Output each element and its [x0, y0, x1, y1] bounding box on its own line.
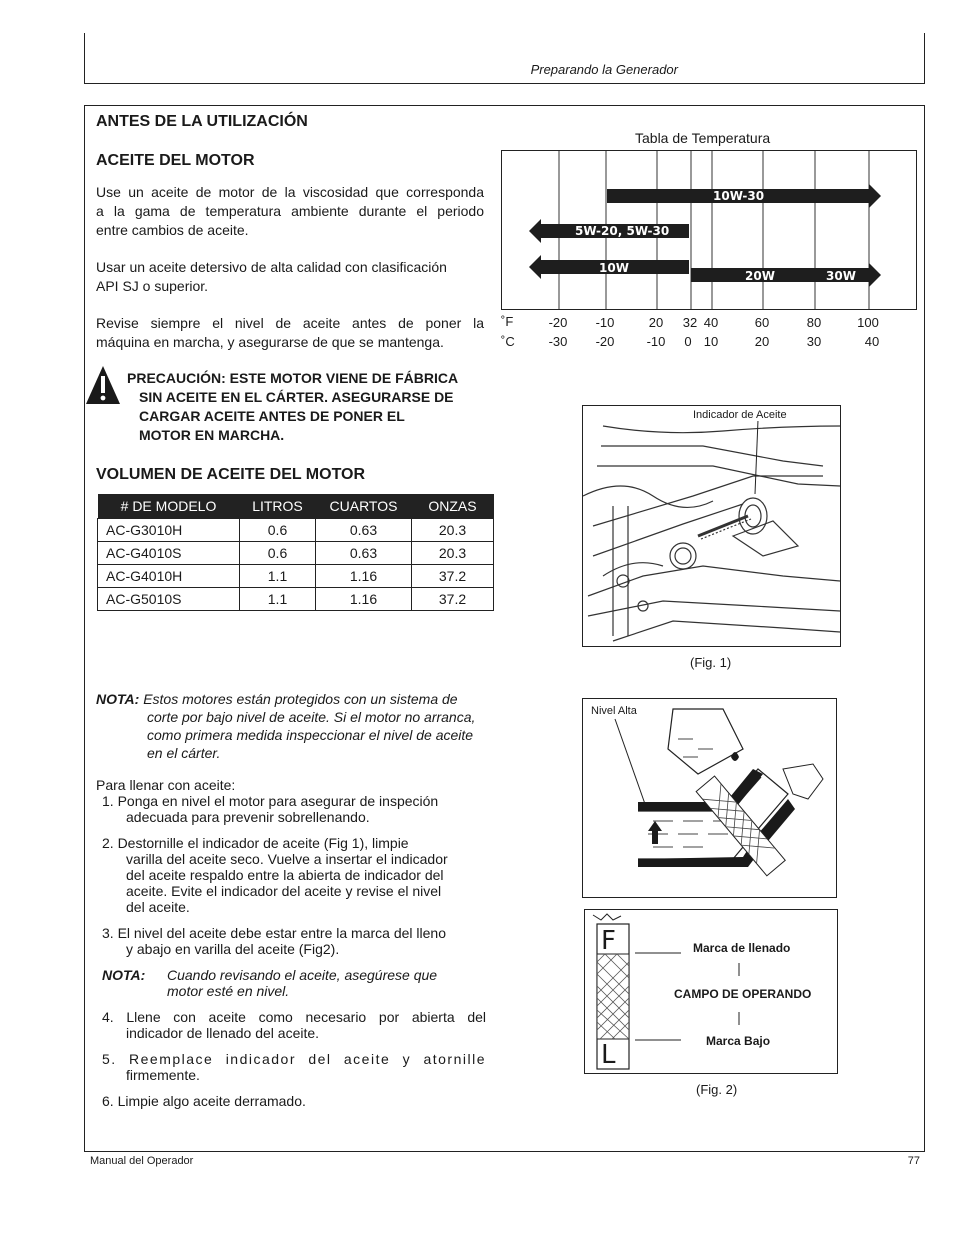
fig2-caption: (Fig. 2)	[696, 1082, 738, 1097]
table-cell: 1.16	[316, 588, 412, 611]
nota2-line: motor esté en nivel.	[167, 983, 290, 999]
c-tick-label: 30	[806, 334, 822, 349]
text-line: máquina en marcha, y asegurarse de que se mantenga.	[96, 334, 444, 350]
heading-antes: ANTES DE LA UTILIZACIÓN	[96, 113, 308, 130]
column-header: ONZAS	[412, 494, 494, 519]
series-label: 10W-30	[713, 189, 765, 203]
table-cell: 0.63	[316, 519, 412, 542]
f-tick-label: 80	[806, 315, 822, 330]
fig2-oil-fill	[582, 698, 837, 898]
step-line: y abajo en varilla del aceite (Fig2).	[126, 941, 340, 957]
step-line: 2. Destornille el indicador de aceite (Fig 1), limpie	[102, 835, 409, 851]
step-line: firmemente.	[126, 1067, 200, 1083]
table-row	[98, 542, 494, 565]
fill-intro: Para llenar con aceite:	[96, 777, 236, 793]
table-header-row	[98, 494, 494, 519]
para-revise	[96, 314, 484, 352]
table-cell: AC-G4010S	[98, 542, 240, 565]
table-cell: 0.63	[316, 542, 412, 565]
volume-table	[97, 494, 494, 611]
table-cell: AC-G5010S	[98, 588, 240, 611]
temperature-chart	[501, 150, 917, 310]
page-number: 77	[907, 1155, 920, 1167]
table-cell: 20.3	[412, 519, 494, 542]
header-rule-right	[924, 33, 925, 83]
table-cell: AC-G4010H	[98, 565, 240, 588]
para-api	[96, 258, 484, 296]
nota-line: corte por bajo nivel de aceite. Si el motor no arranca,	[147, 709, 476, 725]
text-line: entre cambios de aceite.	[96, 222, 249, 238]
table-row	[98, 588, 494, 611]
page-header-title: Preparando la Generador	[530, 62, 678, 77]
step-line: varilla del aceite seco. Vuelve a insertar el indicador	[126, 851, 448, 867]
nivel-alta-label: Nivel Alta	[591, 705, 637, 717]
c-tick-label: -10	[646, 334, 666, 349]
oil-fill-illustration	[583, 699, 836, 897]
table-row	[98, 565, 494, 588]
nota-block	[96, 690, 496, 762]
low-mark-letter: L	[601, 1040, 616, 1070]
nota-line: como primera medida inspeccionar el nivel de aceite	[147, 727, 474, 743]
nota-label: NOTA:	[96, 691, 140, 707]
fig1-label: Indicador de Aceite	[693, 409, 787, 421]
c-tick-label: 10	[703, 334, 719, 349]
step-line: 5. Reemplace indicador del aceite y atornille	[102, 1051, 486, 1067]
chart-title: Tabla de Temperatura	[635, 130, 771, 146]
f-tick-label: 40	[703, 315, 719, 330]
step-line: 4. Llene con aceite como necesario por abierta del	[102, 1009, 486, 1025]
step-line: 1. Ponga en nivel el motor para asegurar de inspeción	[102, 793, 439, 809]
f-tick-label: 20	[648, 315, 664, 330]
nota2-label: NOTA:	[102, 967, 146, 983]
c-tick-label: 40	[864, 334, 880, 349]
table-row	[98, 519, 494, 542]
f-tick-label: -20	[548, 315, 568, 330]
f-tick-label: 32	[682, 315, 698, 330]
step-line: del aceite.	[126, 899, 190, 915]
warning-line: CARGAR ACEITE ANTES DE PONER EL	[139, 408, 405, 424]
text-line: a la gama de temperatura ambiente durante el periodo	[96, 203, 484, 219]
warning-icon	[84, 364, 122, 406]
table-cell: 20.3	[412, 542, 494, 565]
unit-c: ˚C	[501, 334, 515, 349]
text-line: Revise siempre el nivel de aceite antes de poner la	[96, 315, 484, 331]
unit-f: ˚F	[501, 314, 514, 329]
table-cell: 0.6	[240, 519, 316, 542]
table-cell: 37.2	[412, 588, 494, 611]
header-rule-bottom	[84, 83, 925, 84]
text-line: API SJ o superior.	[96, 278, 209, 294]
f-tick-label: 100	[857, 315, 879, 330]
nota-line: en el cárter.	[147, 745, 221, 761]
column-header: LITROS	[240, 494, 316, 519]
c-tick-label: -30	[548, 334, 568, 349]
series-label: 5W-20, 5W-30	[575, 224, 670, 238]
column-header: # DE MODELO	[98, 494, 240, 519]
temperature-chart-svg	[502, 151, 916, 309]
table-cell: AC-G3010H	[98, 519, 240, 542]
table-cell: 0.6	[240, 542, 316, 565]
campo-operando-label: CAMPO DE OPERANDO	[674, 987, 812, 1001]
nota2-row	[96, 967, 486, 983]
fill-steps	[96, 777, 486, 1109]
series-label: 30W	[826, 269, 856, 283]
series-label: 20W	[745, 269, 775, 283]
warning-line: PRECAUCIÓN: ESTE MOTOR VIENE DE FÁBRICA	[127, 370, 459, 386]
warning-line: SIN ACEITE EN EL CÁRTER. ASEGURARSE DE	[139, 389, 454, 405]
footer-manual: Manual del Operador	[90, 1155, 194, 1167]
step-line: 3. El nivel del aceite debe estar entre la marca del lleno	[102, 925, 446, 941]
f-tick-label: 60	[754, 315, 770, 330]
warning-line: MOTOR EN MARCHA.	[139, 427, 285, 443]
column-header: CUARTOS	[316, 494, 412, 519]
full-mark-letter: F	[601, 926, 616, 956]
engine-illustration	[583, 406, 840, 646]
step-line: indicador de llenado del aceite.	[126, 1025, 320, 1041]
fig1-image	[582, 405, 841, 647]
heading-aceite: ACEITE DEL MOTOR	[96, 152, 255, 169]
text-line: Use un aceite de motor de la viscosidad que corresponda	[96, 184, 484, 200]
para-viscosity	[96, 183, 484, 240]
f-tick-label: -10	[595, 315, 615, 330]
step-line: adecuada para prevenir sobrellenando.	[126, 809, 370, 825]
nota2-line: Cuando revisando el aceite, asegúrese que	[167, 967, 438, 983]
step-line: aceite. Evite el indicador del aceite y revise el nivel	[126, 883, 442, 899]
fig1-caption: (Fig. 1)	[690, 655, 732, 670]
heading-volumen: VOLUMEN DE ACEITE DEL MOTOR	[96, 466, 366, 483]
table-cell: 1.16	[316, 565, 412, 588]
text-line: Usar un aceite detersivo de alta calidad con clasificación	[96, 259, 447, 275]
marca-llenado-label: Marca de llenado	[693, 941, 791, 955]
table-cell: 1.1	[240, 588, 316, 611]
table-cell: 37.2	[412, 565, 494, 588]
c-tick-label: 20	[754, 334, 770, 349]
series-label: 10W	[599, 261, 629, 275]
nota-line: Estos motores están protegidos con un sistema de	[143, 691, 458, 707]
marca-bajo-label: Marca Bajo	[706, 1034, 771, 1048]
step-line: del aceite respaldo entre la abierta de indicador del	[126, 867, 444, 883]
step-line: 6. Limpie algo aceite derramado.	[102, 1093, 306, 1109]
fig2-dipstick	[584, 909, 838, 1074]
c-tick-label: 0	[684, 334, 692, 349]
c-tick-label: -20	[595, 334, 615, 349]
table-cell: 1.1	[240, 565, 316, 588]
warning-text	[127, 369, 507, 445]
